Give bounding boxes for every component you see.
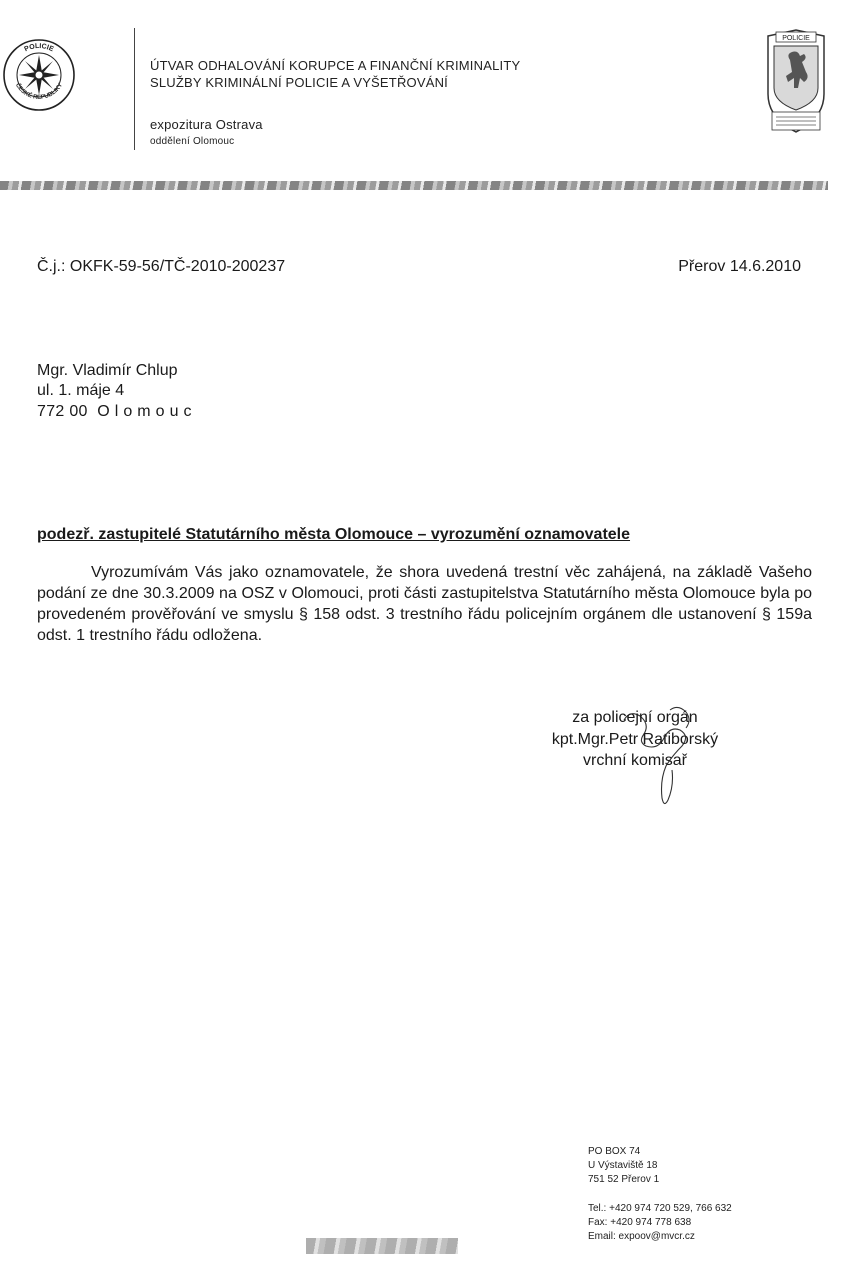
org-name-line-1: ÚTVAR ODHALOVÁNÍ KORUPCE A FINANČNÍ KRIMINALITY xyxy=(150,58,521,73)
footer-email: Email: expoov@mvcr.cz xyxy=(588,1231,695,1242)
emblem-text: POLICIE xyxy=(782,35,810,42)
recipient-street: ul. 1. máje 4 xyxy=(37,382,125,399)
footer-fax: Fax: +420 974 778 638 xyxy=(588,1217,692,1228)
recipient-city: 772 00 O l o m o u c xyxy=(37,403,192,420)
footer-stripe xyxy=(306,1238,458,1254)
branch-name: expozitura Ostrava xyxy=(150,117,263,132)
signature-title: vrchní komisař xyxy=(582,752,688,769)
letter-body-text: Vyrozumívám Vás jako oznamovatele, že shora uvedená trestní věc zahájená, na základě Vašeho podání ze dne 30.3.2009 na OSZ v Olomouci, proti části zastupitelstva Statutárního města Olomouce byla po provedeném prověřování ve smyslu § 158 odst. 3 trestního řádu policejním orgánem dle ustanovení § 159a odst. 1 trestního řádu odložena. xyxy=(37,564,812,644)
org-name-line-2: SLUŽBY KRIMINÁLNÍ POLICIE A VYŠETŘOVÁNÍ xyxy=(150,75,448,90)
signature-name: kpt.Mgr.Petr Ratiborský xyxy=(551,731,719,748)
footer-tel: Tel.: +420 974 720 529, 766 632 xyxy=(588,1203,732,1214)
letter-subject: podezř. zastupitelé Statutárního města Olomouce – vyrozumění oznamovatele xyxy=(37,526,631,543)
footer-street: U Výstaviště 18 xyxy=(588,1160,658,1171)
recipient-name: Mgr. Vladimír Chlup xyxy=(37,362,178,379)
letter-body xyxy=(37,562,812,646)
police-emblem-icon xyxy=(764,28,828,136)
signature-line-1: za policejní orgán xyxy=(572,709,698,726)
header-divider xyxy=(134,28,135,150)
department-name: oddělení Olomouc xyxy=(150,136,235,147)
police-seal-icon xyxy=(2,38,76,112)
header-stripe xyxy=(0,181,828,190)
svg-text:ČESKÉ REPUBLIKY: ČESKÉ REPUBLIKY xyxy=(13,82,65,101)
footer-pobox: PO BOX 74 xyxy=(588,1146,641,1157)
place-date: Přerov 14.6.2010 xyxy=(678,258,801,275)
reference-number: Č.j.: OKFK-59-56/TČ-2010-200237 xyxy=(37,258,286,275)
footer-city: 751 52 Přerov 1 xyxy=(588,1174,660,1185)
svg-text:POLICIE: POLICIE xyxy=(23,42,55,54)
